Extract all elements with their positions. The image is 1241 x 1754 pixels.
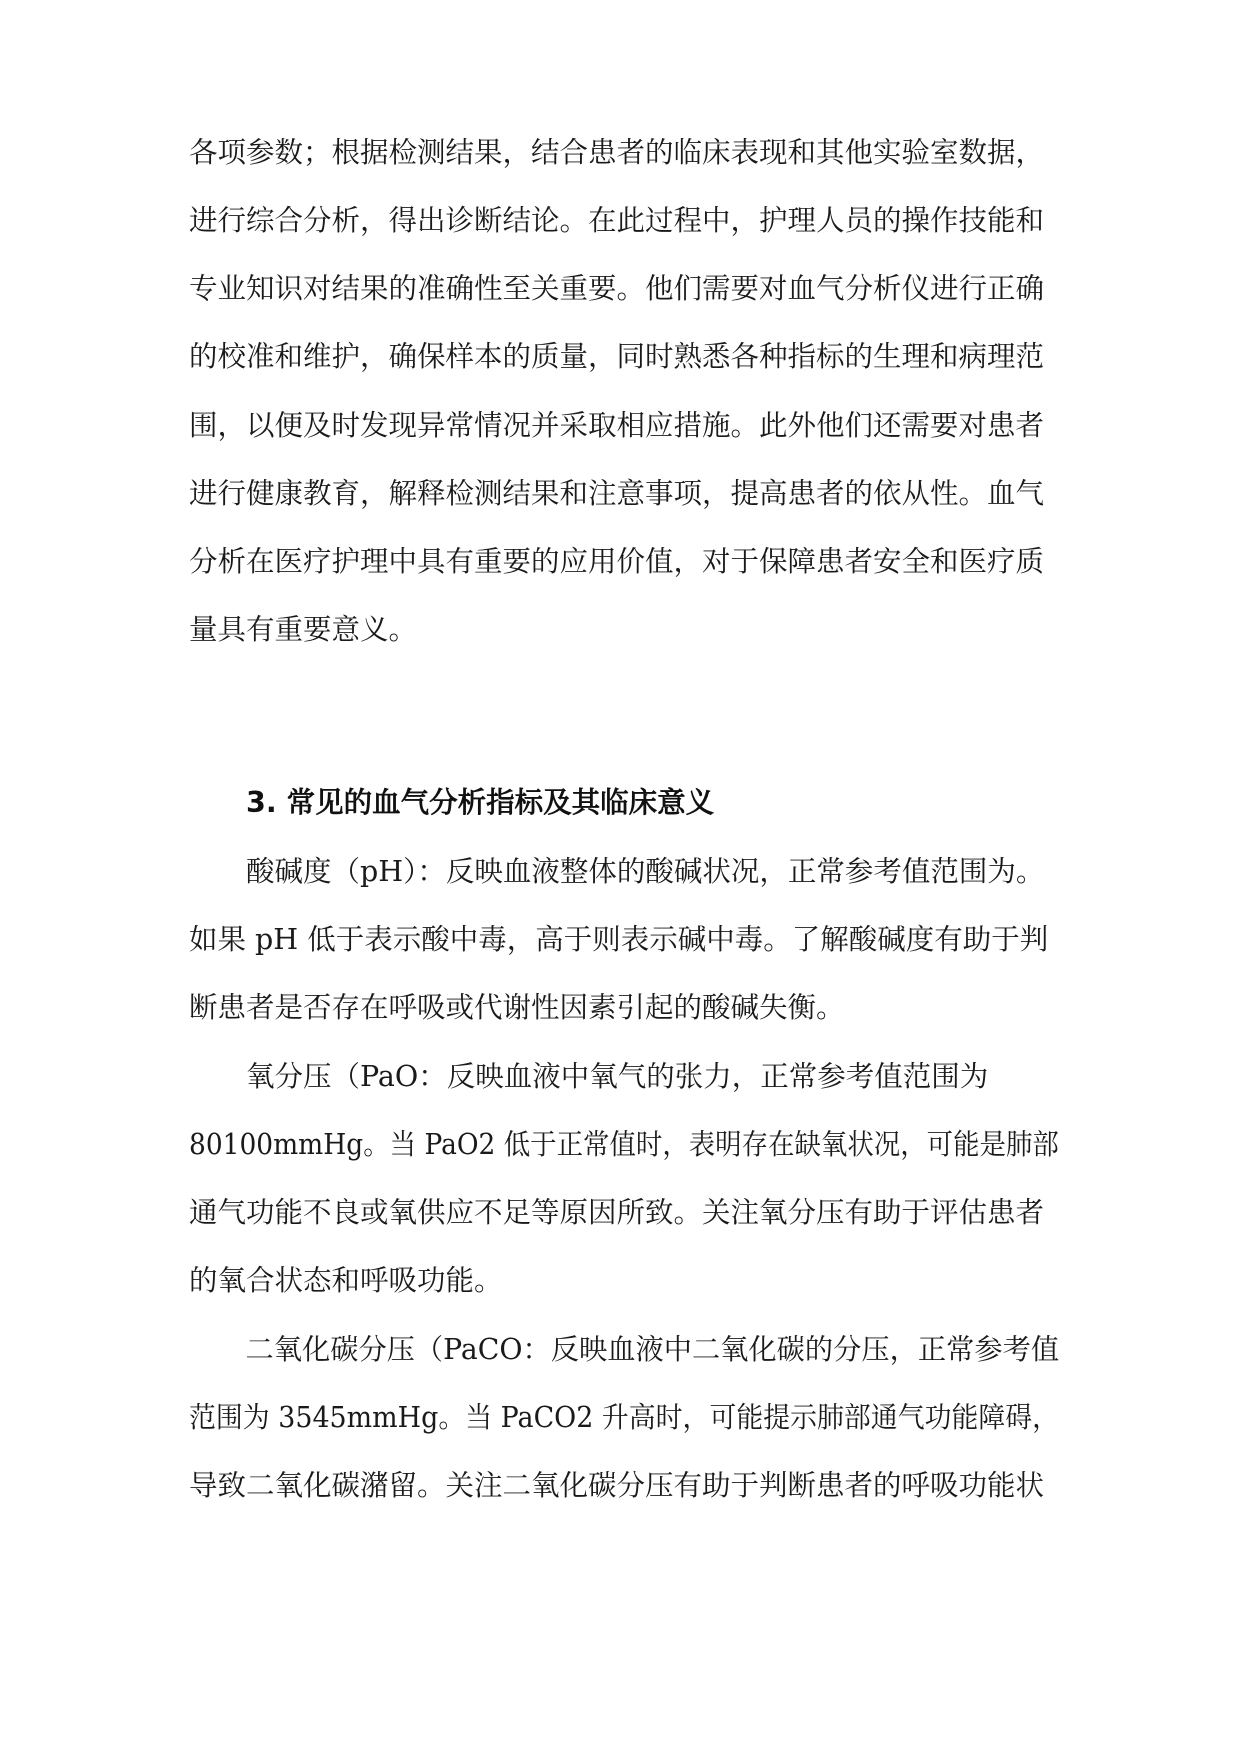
text-line: 各项参数；根据检测结果，结合患者的临床表现和其他实验室数据， — [189, 136, 1045, 169]
text-line: 专业知识对结果的准确性至关重要。他们需要对血气分析仪进行正确 — [189, 272, 1045, 305]
text-line: 的氧合状态和呼吸功能。 — [189, 1264, 503, 1297]
text-line: 量具有重要意义。 — [189, 613, 418, 646]
text-line: 通气功能不良或氧供应不足等原因所致。关注氧分压有助于评估患者 — [189, 1196, 1045, 1229]
text-line: 进行健康教育，解释检测结果和注意事项，提高患者的依从性。血气 — [189, 477, 1045, 510]
text-line: 分析在医疗护理中具有重要的应用价值，对于保障患者安全和医疗质 — [189, 545, 1045, 578]
section-heading: 3. 常见的血气分析指标及其临床意义 — [246, 786, 715, 819]
text-line: 二氧化碳分压（PaCO：反映血液中二氧化碳的分压，正常参考值 — [189, 1333, 1060, 1366]
text-line: 断患者是否存在呼吸或代谢性因素引起的酸碱失衡。 — [189, 991, 845, 1024]
text-line: 导致二氧化碳潴留。关注二氧化碳分压有助于判断患者的呼吸功能状 — [189, 1469, 1045, 1502]
text-line: 围，以便及时发现异常情况并采取相应措施。此外他们还需要对患者 — [189, 409, 1045, 442]
text-line: 范围为 3545mmHg。当 PaCO2 升高时，可能提示肺部通气功能障碍， — [189, 1401, 1060, 1434]
text-line: 80100mmHg。当 PaO2 低于正常值时，表明存在缺氧状况，可能是肺部 — [189, 1128, 1059, 1161]
text-line: 如果 pH 低于表示酸中毒，高于则表示碱中毒。了解酸碱度有助于判 — [189, 923, 1049, 956]
text-line: 进行综合分析，得出诊断结论。在此过程中，护理人员的操作技能和 — [189, 204, 1045, 237]
text-line: 的校准和维护，确保样本的质量，同时熟悉各种指标的生理和病理范 — [189, 340, 1045, 373]
text-line: 酸碱度（pH）：反映血液整体的酸碱状况，正常参考值范围为。 — [189, 855, 1045, 888]
text-line: 氧分压（PaO：反映血液中氧气的张力，正常参考值范围为 — [189, 1060, 989, 1093]
